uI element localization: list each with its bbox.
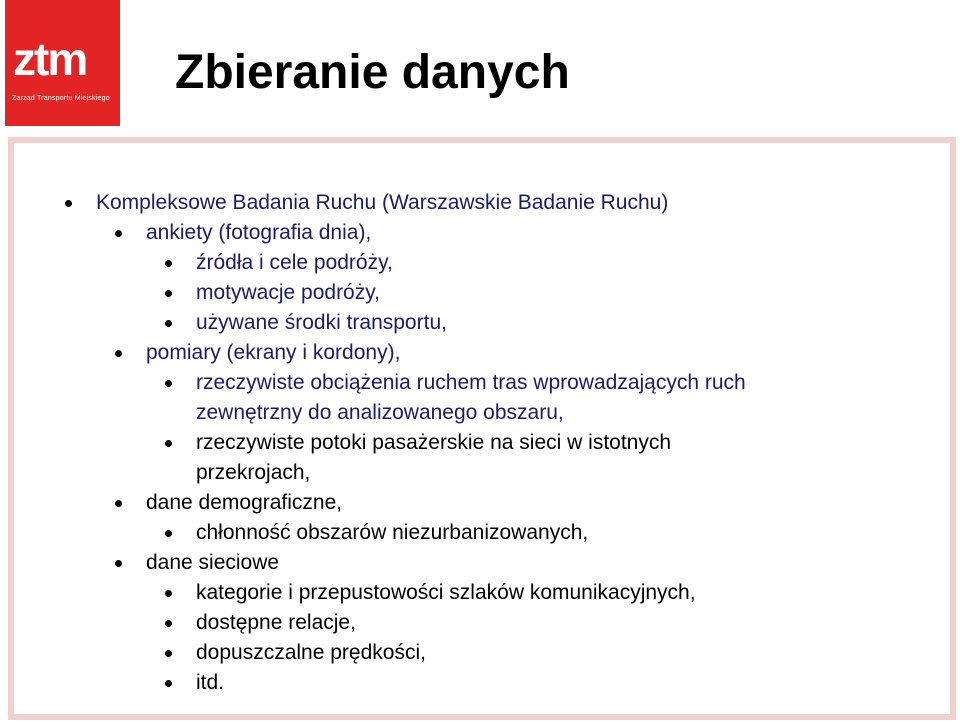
slide-title: Zbieranie danych [175, 46, 570, 99]
logo-subtitle: Zarząd Transportu Miejskiego [12, 95, 110, 102]
bullet-item-level-2: przekrojach, [196, 461, 311, 484]
bullet-dot-icon [165, 650, 172, 657]
bullet-item-level-1: pomiary (ekrany i kordony), [146, 341, 401, 364]
bullet-item-level-2: chłonność obszarów niezurbanizowanych, [196, 521, 589, 544]
ztm-logo [5, 0, 120, 126]
bullet-item-level-2: itd. [196, 671, 225, 694]
bullet-item-level-2: dopuszczalne prędkości, [196, 641, 426, 664]
content-box [8, 137, 956, 720]
bullet-dot-icon [115, 350, 122, 357]
bullet-item-level-0: Kompleksowe Badania Ruchu (Warszawskie Badanie Ruchu) [96, 191, 669, 214]
bullet-item-level-1: dane demograficzne, [146, 491, 343, 514]
bullet-item-level-1: ankiety (fotografia dnia), [146, 221, 372, 244]
bullet-dot-icon [165, 530, 172, 537]
bullet-dot-icon [115, 560, 122, 567]
bullet-dot-icon [165, 320, 172, 327]
bullet-item-level-2: rzeczywiste potoki pasażerskie na sieci w istotnych [196, 431, 672, 454]
bullet-dot-icon [65, 200, 72, 207]
bullet-dot-icon [115, 500, 122, 507]
bullet-item-level-2: źródła i cele podróży, [196, 251, 393, 274]
bullet-item-level-2: zewnętrzny do analizowanego obszaru, [196, 401, 564, 424]
bullet-item-level-2: używane środki transportu, [196, 311, 447, 334]
bullet-dot-icon [165, 440, 172, 447]
bullet-dot-icon [165, 680, 172, 687]
bullet-item-level-2: rzeczywiste obciążenia ruchem tras wprowadzających ruch [196, 371, 746, 394]
bullet-dot-icon [165, 620, 172, 627]
bullet-dot-icon [165, 260, 172, 267]
bullet-item-level-2: motywacje podróży, [196, 281, 381, 304]
bullet-dot-icon [115, 230, 122, 237]
bullet-item-level-1: dane sieciowe [146, 551, 280, 574]
bullet-dot-icon [165, 290, 172, 297]
bullet-dot-icon [165, 380, 172, 387]
logo-mark: ztm [13, 33, 87, 85]
bullet-dot-icon [165, 590, 172, 597]
bullet-item-level-2: dostępne relacje, [196, 611, 356, 634]
bullet-item-level-2: kategorie i przepustowości szlaków komunikacyjnych, [196, 581, 696, 604]
